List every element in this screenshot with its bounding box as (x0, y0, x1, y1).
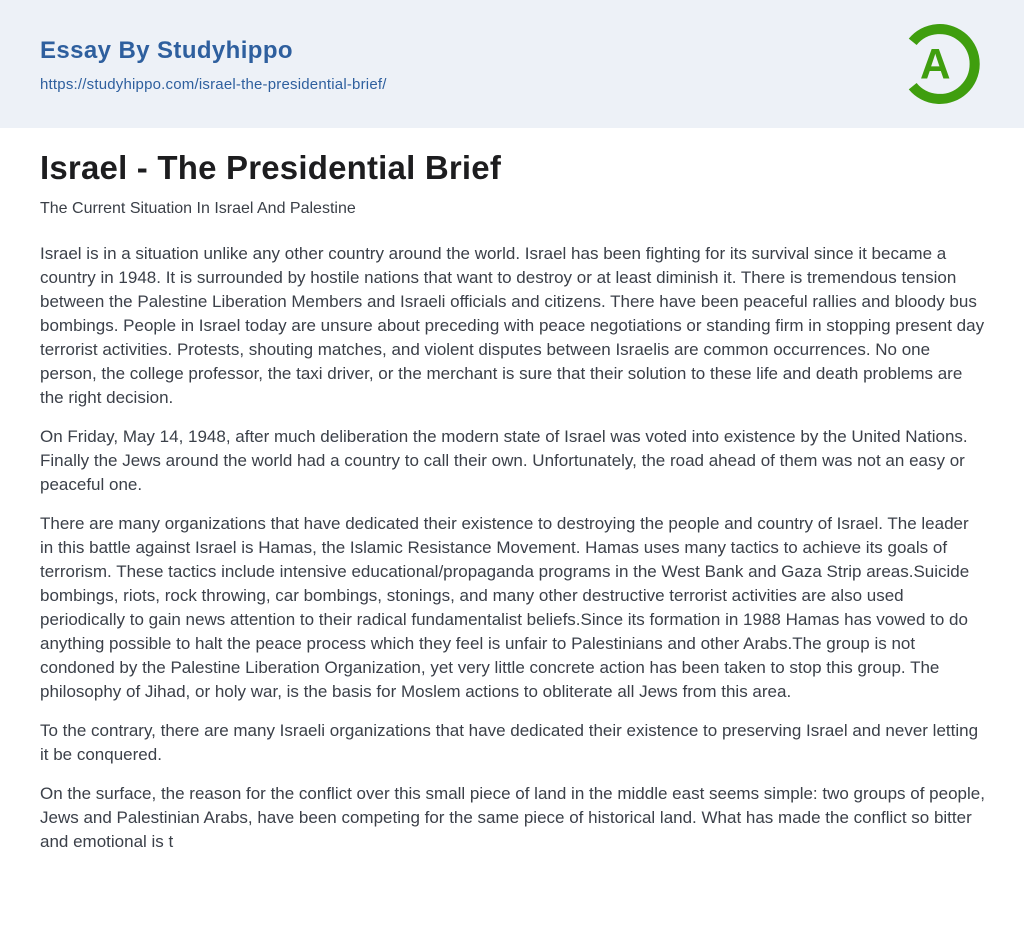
site-title-link[interactable]: Essay By Studyhippo (40, 37, 293, 64)
header (0, 0, 1024, 128)
header-text-block (40, 35, 387, 93)
studyhippo-logo (893, 18, 985, 110)
essay-paragraph-4: To the contrary, there are many Israeli organizations that have dedicated their existence to preserving Israel and never letting it be conquered. (40, 721, 979, 764)
essay-subtitle: The Current Situation In Israel And Palestine (40, 200, 356, 217)
essay-paragraph-5: On the surface, the reason for the conflict over this small piece of land in the middle east seems simple: two groups of people, Jews and Palestinian Arabs, have been competing for the same piece of historical land. What has made the conflict so bitter and emotional is t (40, 784, 985, 851)
essay-title: Israel - The Presidential Brief (40, 149, 502, 186)
logo-letter: A (920, 40, 951, 88)
essay-paragraph-1: Israel is in a situation unlike any other country around the world. Israel has been fighting for its survival since it became a country in 1948. It is surrounded by hostile nations that want to destroy or at least diminish it. There is tremendous tension between the Palestine Liberation Members and Israeli officials and citizens. There have been peaceful rallies and bloody bus bombings. People in Israel today are unsure about preceding with peace negotiations or standing firm in stopping present day terrorist activities. Protests, shouting matches, and violent disputes between Israelis are common occurrences. No one person, the college professor, the taxi driver, or the merchant is sure that their solution to these life and death problems are the right decision. (40, 244, 985, 407)
essay-paragraph-2: On Friday, May 14, 1948, after much deliberation the modern state of Israel was voted into existence by the United Nations. Finally the Jews around the world had a country to call their own. Unfortunately, the road ahead of them was not an easy or peaceful one. (40, 427, 968, 494)
essay-url-link[interactable]: https://studyhippo.com/israel-the-presidential-brief/ (40, 76, 387, 93)
essay-content (0, 128, 1024, 854)
logo-arc-icon (893, 18, 985, 110)
essay-paragraph-3: There are many organizations that have dedicated their existence to destroying the people and country of Israel. The leader in this battle against Israel is Hamas, the Islamic Resistance Movement. Hamas uses many tactics to achieve its goals of terrorism. These tactics include intensive educational/propaganda programs in the West Bank and Gaza Strip areas.Suicide bombings, riots, rock throwing, car bombings, stonings, and many other destructive terrorist activities are also used periodically to gain news attention to their radical fundamentalist beliefs.Since its formation in 1988 Hamas has vowed to do anything possible to halt the peace process which they feel is unfair to Palestinians and other Arabs.The group is not condoned by the Palestine Liberation Organization, yet very little concrete action has been taken to stop this group. The philosophy of Jihad, or holy war, is the basis for Moslem actions to obliterate all Jews from this area. (40, 514, 970, 701)
